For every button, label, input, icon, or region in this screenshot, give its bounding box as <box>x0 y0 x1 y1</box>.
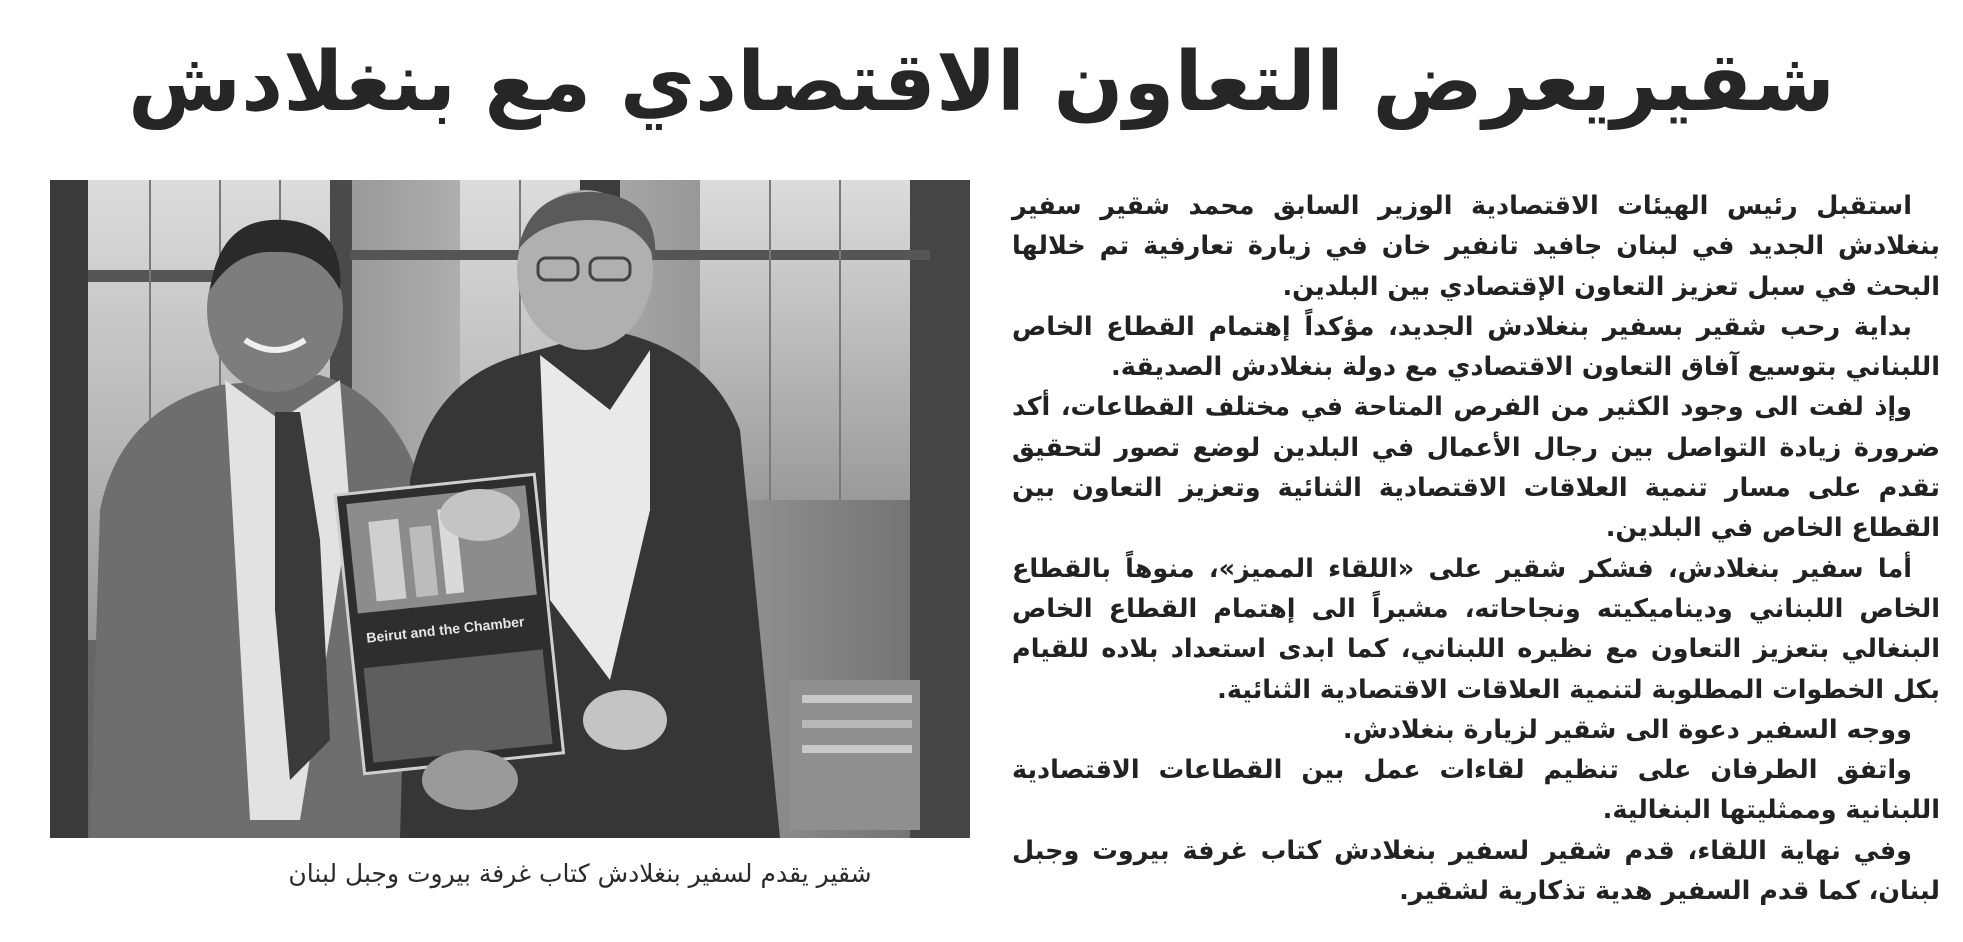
article-paragraph: وإذ لفت الى وجود الكثير من الفرص المتاحة في مختلف القطاعات، أكد ضرورة زيادة التواصل بين رجال الأعمال في البلدين لوضع تصور لتحقيق تقدم على مسار تنمية العلاقات الاقتصادية الثنائية وتعزيز التعاون بين القطاع الخاص في البلدين. <box>1012 392 1940 544</box>
article-paragraph: بداية رحب شقير بسفير بنغلادش الجديد، مؤكداً إهتمام القطاع الخاص اللبناني بتوسيع آفاق التعاون الاقتصادي مع دولة بنغلادش الصديقة. <box>1012 311 1940 383</box>
article-paragraph: استقبل رئيس الهيئات الاقتصادية الوزير السابق محمد شقير سفير بنغلادش الجديد في لبنان جافيد تانفير خان في زيارة تعارفية تم خلالها البحث في سبل تعزيز التعاون الإقتصادي بين البلدين. <box>1012 191 1940 302</box>
article-body <box>1012 186 1940 911</box>
news-photo <box>50 180 970 838</box>
photo-illustration <box>50 180 970 838</box>
book-title: Beirut and the Chamber <box>365 613 526 646</box>
article-paragraph: ووجه السفير دعوة الى شقير لزيارة بنغلادش. <box>1342 714 1912 745</box>
photo-caption: شقير يقدم لسفير بنغلادش كتاب غرفة بيروت وجبل لبنان <box>288 859 872 888</box>
article-paragraph: أما سفير بنغلادش، فشكر شقير على «اللقاء المميز»، منوهاً بالقطاع الخاص اللبناني وديناميكيته ونجاحاته، مشيراً الى إهتمام القطاع الخاص البنغالي بتعزيز التعاون مع نظيره اللبناني، كما ابدى استعداد بلاده للقيام بكل الخطوات المطلوبة لتنمية العلاقات الاقتصادية الثنائية. <box>1012 553 1940 705</box>
article-paragraph: وفي نهاية اللقاء، قدم شقير لسفير بنغلادش كتاب غرفة بيروت وجبل لبنان، كما قدم السفير هدية تذكارية لشقير. <box>1012 835 1940 907</box>
headline: شقيريعرض التعاون الاقتصادي مع بنغلادش <box>127 35 1836 130</box>
article-paragraph: واتفق الطرفان على تنظيم لقاءات عمل بين القطاعات الاقتصادية اللبنانية وممثليتها البنغالية. <box>1012 755 1940 826</box>
